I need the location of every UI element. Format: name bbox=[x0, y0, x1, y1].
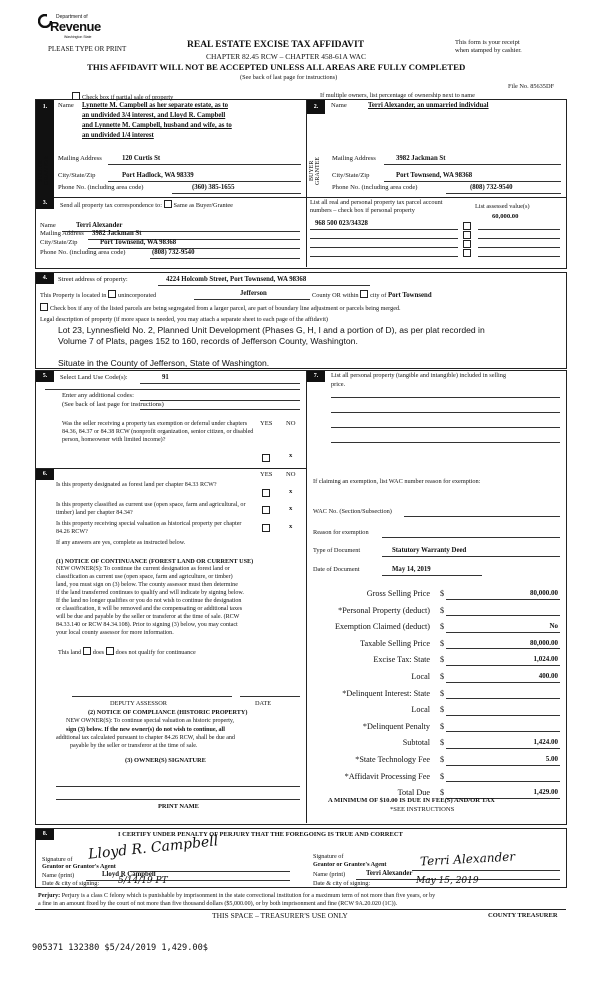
owner-signature-label: (3) OWNER(S) SIGNATURE bbox=[125, 757, 206, 764]
tax-row-dollar: $ bbox=[440, 771, 445, 781]
parcel-personal-checkbox-1[interactable] bbox=[463, 222, 471, 230]
grantor-date-label: Date & city of signing: bbox=[42, 880, 100, 887]
grantee-agent-label: Grantor or Grantee's Agent bbox=[313, 861, 387, 868]
notice-continuance-title: (1) NOTICE OF CONTINUANCE (FOREST LAND OR CURRENT USE) bbox=[56, 558, 254, 565]
partial-sale-label: Check box if partial sale of property bbox=[82, 94, 174, 101]
buyer-mailing-value: 3982 Jackman St bbox=[396, 155, 446, 162]
logo-word: Revenue bbox=[50, 19, 101, 34]
minimum-fee-notice: A MINIMUM OF $10.00 IS DUE IN FEE(S) AND/OR TAX bbox=[328, 797, 495, 804]
county-treasurer: COUNTY TREASURER bbox=[488, 912, 558, 919]
file-number: File No. 85635DF bbox=[508, 83, 555, 90]
seller-name-line-4: an undivided 1/4 interest bbox=[82, 132, 154, 139]
city-of-label: city of bbox=[370, 292, 387, 299]
dor-logo bbox=[38, 12, 101, 42]
notice2-line-4: payable by the seller or transferor at the time of sale. bbox=[70, 743, 198, 749]
notice1-line-2: classification as current use (open space, farm and agriculture, or timber) bbox=[56, 574, 233, 580]
wac-label: WAC No. (Section/Subsection) bbox=[313, 508, 392, 515]
segregated-row bbox=[40, 303, 401, 312]
tax-row-label: Taxable Selling Price bbox=[360, 638, 430, 648]
segregated-checkbox[interactable] bbox=[40, 303, 48, 311]
treasurer-space: THIS SPACE – TREASURER'S USE ONLY bbox=[212, 911, 348, 920]
this-land-label: This land bbox=[58, 649, 82, 656]
city-value: Port Townsend bbox=[387, 292, 432, 299]
parcel-number: 968 500 023/34328 bbox=[315, 220, 368, 227]
tax-row-value: 1,024.00 bbox=[533, 655, 558, 664]
notice1-line-7: will be due and payable by the seller or transferor at the time of sale. (RCW bbox=[56, 614, 240, 620]
located-row bbox=[40, 290, 156, 299]
correspondence-label-text: Send all property tax correspondence to: bbox=[60, 202, 162, 209]
s6-q2-yes-checkbox[interactable] bbox=[262, 506, 270, 514]
buyer-phone-value: (808) 732-9540 bbox=[470, 184, 513, 191]
does-not-checkbox[interactable] bbox=[106, 647, 114, 655]
within-label: within bbox=[342, 292, 359, 299]
reason-label: Reason for exemption bbox=[313, 529, 369, 536]
cashier-stamp: 905371 132380 $5/24/2019 1,429.00$ bbox=[32, 943, 208, 953]
seller-side-label: SELLER GRANTOR bbox=[38, 156, 50, 186]
tax-row-label: *Delinquent Interest: State bbox=[342, 688, 430, 698]
buyer-side-label: BUYER GRANTEE bbox=[309, 157, 321, 185]
corr-name-value: Terri Alexander bbox=[76, 222, 123, 229]
tax-row-label: Exemption Claimed (deduct) bbox=[334, 622, 430, 632]
city-checkbox[interactable] bbox=[360, 290, 368, 298]
tax-row-value: 400.00 bbox=[538, 672, 558, 680]
does-label: does bbox=[92, 649, 105, 656]
doc-date-value: May 14, 2019 bbox=[392, 566, 431, 573]
form-chapter: CHAPTER 82.45 RCW – CHAPTER 458-61A WAC bbox=[206, 52, 366, 61]
tax-row-dollar: $ bbox=[440, 638, 445, 648]
s5-yes-header: YES bbox=[260, 420, 273, 427]
tax-row-value: 1,429.00 bbox=[533, 788, 558, 797]
corr-phone-label: Phone No. (including area code) bbox=[40, 249, 126, 256]
grantor-name-value: Lloyd R Campbell bbox=[102, 871, 156, 878]
additional-codes-label: Enter any additional codes: bbox=[62, 392, 134, 399]
parcel-personal-checkbox-4[interactable] bbox=[463, 249, 471, 257]
doc-type-value: Statutory Warranty Deed bbox=[392, 547, 467, 554]
unincorporated-label: unincorporated bbox=[118, 292, 157, 299]
corr-name-label: Name bbox=[40, 222, 56, 229]
corr-phone-value: (808) 732-9540 bbox=[152, 249, 195, 256]
notice1-line-1: NEW OWNER(S): To continue the current designation as forest land or bbox=[56, 566, 230, 572]
seller-city-label: City/State/Zip bbox=[58, 172, 96, 179]
tax-row-dollar: $ bbox=[440, 655, 445, 665]
grantor-signature[interactable]: Lloyd R. Campbell bbox=[87, 833, 219, 863]
tax-row-dollar: $ bbox=[440, 705, 445, 715]
parcel-label-2: numbers – check box if personal property bbox=[310, 207, 415, 214]
perjury-label: Perjury: bbox=[38, 893, 61, 899]
same-as-buyer-label: Same as Buyer/Grantee bbox=[173, 202, 233, 209]
tax-row-value: 80,000.00 bbox=[530, 638, 558, 647]
grantor-name-label: Name (print) bbox=[42, 872, 75, 879]
grantee-name-label: Name (print) bbox=[313, 871, 346, 878]
tax-row-value: No bbox=[549, 622, 558, 631]
tax-row-label: Total Due bbox=[397, 788, 430, 798]
seller-mailing-label: Mailing Address bbox=[58, 155, 102, 162]
perjury-text-1: Perjury is a class C felony which is punishable by imprisonment in the state correctional institution for a maximum term of not more than five years, or by bbox=[61, 893, 436, 899]
buyer-city-label: City/State/Zip bbox=[332, 172, 370, 179]
grantor-sig-of: Signature of bbox=[42, 856, 73, 863]
grantee-sig-of: Signature of bbox=[313, 853, 344, 860]
grantor-date-value: 5/14/19 PT bbox=[118, 876, 168, 886]
tax-row-label: Local bbox=[411, 705, 430, 715]
buyer-name-value: Terri Alexander, an unmarried individual bbox=[368, 102, 489, 109]
tax-row-dollar: $ bbox=[440, 605, 445, 615]
perjury-line-2: a fine in an amount fixed by the court of not more than five thousand dollars ($5,000.00), or by both imprisonment and fine (RCW 9A.20.020 (1C)). bbox=[38, 901, 398, 907]
seller-name-label: Name bbox=[58, 102, 74, 109]
parcel-personal-checkbox-3[interactable] bbox=[463, 240, 471, 248]
perjury-line-1 bbox=[38, 893, 435, 899]
tax-row-dollar: $ bbox=[440, 688, 445, 698]
grantee-signature[interactable]: Terri Alexander bbox=[419, 849, 516, 869]
section-8-number: 8. bbox=[36, 829, 54, 840]
certify-statement: I CERTIFY UNDER PENALTY OF PERJURY THAT THE FOREGOING IS TRUE AND CORRECT bbox=[118, 831, 403, 838]
tax-row-dollar: $ bbox=[440, 738, 445, 748]
logo-line3: Washington State bbox=[64, 35, 92, 39]
county-or-row bbox=[312, 290, 432, 299]
s6-q3-yes-checkbox[interactable] bbox=[262, 524, 270, 532]
seller-city-value: Port Hadlock, WA 98339 bbox=[122, 172, 194, 179]
see-instructions: *SEE INSTRUCTIONS bbox=[390, 806, 455, 813]
buyer-mailing-label: Mailing Address bbox=[332, 155, 376, 162]
tax-row-dollar: $ bbox=[440, 672, 445, 681]
tax-row-label: *Personal Property (deduct) bbox=[338, 605, 430, 615]
does-checkbox[interactable] bbox=[83, 647, 91, 655]
assessed-label: List assessed value(s) bbox=[475, 203, 530, 210]
section-3-number: 3. bbox=[36, 198, 54, 209]
deputy-date-label: DATE bbox=[255, 700, 272, 707]
notice1-line-5: If the land no longer qualifies or you do not wish to continue the designation bbox=[56, 598, 242, 604]
grantor-agent-label: Grantor or Grantor's Agent bbox=[42, 863, 116, 870]
notice2-line-1: NEW OWNER(S): To continue special valuation as historic property, bbox=[66, 718, 235, 724]
see-back-note: (See back of last page for instructions) bbox=[240, 74, 338, 81]
s6-yes-header: YES bbox=[260, 471, 273, 478]
parcel-personal-checkbox-2[interactable] bbox=[463, 231, 471, 239]
s5-yes-checkbox[interactable] bbox=[262, 454, 270, 462]
doc-type-label: Type of Document bbox=[313, 547, 361, 554]
notice-compliance-title: (2) NOTICE OF COMPLIANCE (HISTORIC PROPERTY) bbox=[88, 709, 248, 716]
county-value: Jefferson bbox=[240, 290, 267, 297]
continuance-row bbox=[58, 647, 196, 656]
logo-line1: Department of bbox=[56, 14, 88, 20]
does-not-label: does not qualify for continuance bbox=[115, 649, 196, 656]
s5-no-mark[interactable]: x bbox=[289, 452, 293, 459]
section-5-number: 5. bbox=[36, 371, 54, 382]
deputy-assessor-label: DEPUTY ASSESSOR bbox=[110, 700, 167, 707]
legal-line-2: Volume 7 of Plats, pages 152 to 160, records of Jefferson County, Washington. bbox=[58, 336, 358, 346]
s7-label-1: List all personal property (tangible and intangible) included in selling bbox=[331, 372, 507, 379]
section-1-number: 1. bbox=[36, 100, 54, 198]
tax-row-dollar: $ bbox=[440, 721, 445, 731]
tax-row-label: Gross Selling Price bbox=[366, 589, 430, 598]
tax-row-value: 80,000.00 bbox=[530, 589, 558, 597]
seller-phone-label: Phone No. (including area code) bbox=[58, 184, 144, 191]
notice1-line-9: your local county assessor for more information. bbox=[56, 630, 174, 636]
tax-row-value: 1,424.00 bbox=[533, 738, 558, 747]
notice1-line-6: or classification, it will be removed and the compensating or additional taxes bbox=[56, 606, 243, 612]
additional-codes-note: (See back of last page for instructions) bbox=[62, 401, 164, 408]
street-label: Street address of property: bbox=[58, 276, 128, 283]
tax-row-dollar: $ bbox=[440, 589, 445, 598]
s6-q3-no-mark[interactable]: x bbox=[289, 523, 293, 530]
legal-line-3: Situate in the County of Jefferson, State of Washington. bbox=[58, 358, 270, 368]
receipt-note-2: when stamped by cashier. bbox=[455, 47, 522, 54]
doc-date-label: Date of Document bbox=[313, 566, 360, 573]
seller-phone-value: (360) 385-1655 bbox=[192, 184, 235, 191]
section-2-number: 2. bbox=[307, 100, 325, 114]
grantee-name-value: Terri Alexander bbox=[366, 870, 413, 877]
corr-mailing-label: Mailing Address bbox=[40, 230, 84, 237]
notice1-line-4: if the land transferred continues to qualify and will indicate by signing below. bbox=[56, 590, 244, 596]
seller-name-line-1: Lynnette M. Campbell as her separate estate, as to bbox=[82, 102, 228, 109]
buyer-city-value: Port Townsend, WA 98368 bbox=[396, 172, 473, 179]
tax-row-label: Subtotal bbox=[402, 738, 430, 748]
county-or-label: County OR bbox=[312, 292, 341, 299]
tax-row-dollar: $ bbox=[440, 755, 445, 764]
s6-no-header: NO bbox=[286, 471, 296, 478]
tax-row-label: *State Technology Fee bbox=[355, 755, 430, 764]
grantee-date-label: Date & city of signing: bbox=[313, 880, 371, 887]
street-value: 4224 Holcomb Street, Port Townsend, WA 98368 bbox=[166, 276, 307, 283]
tax-row-label: Local bbox=[411, 672, 430, 681]
receipt-note-1: This form is your receipt bbox=[455, 39, 520, 46]
buyer-phone-label: Phone No. (including area code) bbox=[332, 184, 418, 191]
parcel-label-1: List all real and personal property tax parcel account bbox=[310, 199, 443, 206]
seller-mailing-value: 120 Curtis St bbox=[122, 155, 161, 162]
form-title: REAL ESTATE EXCISE TAX AFFIDAVIT bbox=[187, 40, 365, 50]
notice2-line-3: additional tax calculated pursuant to chapter 84.26 RCW, shall be due and bbox=[56, 735, 235, 741]
tax-row-dollar: $ bbox=[440, 788, 445, 798]
land-use-value: 91 bbox=[162, 374, 169, 381]
please-type: PLEASE TYPE OR PRINT bbox=[48, 45, 127, 53]
s6-q1-no-mark[interactable]: x bbox=[289, 488, 293, 495]
s7-label-2: price. bbox=[331, 381, 346, 388]
s5-question: Was the seller receiving a property tax exemption or deferral under chapters 84.36, 84.37 or 84.38 RCW (nonprofit organization, senior citizen, or disabled person, homeowner with limited income)? bbox=[62, 421, 254, 444]
tax-row-value: 5.00 bbox=[545, 755, 558, 763]
section-6-number: 6. bbox=[36, 469, 54, 480]
same-as-buyer-checkbox[interactable] bbox=[164, 200, 172, 208]
tax-row-dollar: $ bbox=[440, 622, 445, 632]
tax-row-label: Excise Tax: State bbox=[373, 655, 430, 665]
located-in-label: This Property is located in bbox=[40, 292, 107, 299]
section-4-number: 4. bbox=[36, 273, 54, 284]
s6-q1-yes-checkbox[interactable] bbox=[262, 489, 270, 497]
corr-mailing-value: 3982 Jackman St bbox=[92, 230, 142, 237]
s6-question-1: Is this property designated as forest land per chapter 84.33 RCW? bbox=[56, 482, 217, 488]
grantee-date-value: May 15, 2019 bbox=[416, 876, 479, 886]
tax-row-label: *Affidavit Processing Fee bbox=[344, 771, 430, 781]
seller-name-line-3: and Lynnette M. Campbell, husband and wife, as to bbox=[82, 122, 232, 129]
tax-row-label: *Delinquent Penalty bbox=[362, 721, 430, 731]
not-accepted-notice: THIS AFFIDAVIT WILL NOT BE ACCEPTED UNLESS ALL AREAS ARE FULLY COMPLETED bbox=[87, 62, 466, 72]
notice1-line-8: 84.33.140 or RCW 84.34.108). Prior to signing (3) below, you may contact bbox=[56, 622, 238, 628]
print-name-label: PRINT NAME bbox=[158, 803, 199, 810]
notice1-line-3: land, you must sign on (3) below. The county assessor must then determine bbox=[56, 582, 238, 588]
exemption-label: If claiming an exemption, list WAC number reason for exemption: bbox=[313, 478, 481, 485]
legal-line-1: Lot 23, Lynnesfield No. 2, Planned Unit Development (Phases G, H, I and a portion of D), as per plat recorded in bbox=[58, 325, 485, 335]
s6-question-3: Is this property receiving special valuation as historical property per chapter 84.26 RCW? bbox=[56, 521, 242, 535]
corr-city-value: Port Townsend, WA 98368 bbox=[100, 239, 177, 246]
buyer-name-label: Name bbox=[331, 102, 347, 109]
assessed-value: 60,000.00 bbox=[492, 213, 519, 220]
correspondence-label bbox=[60, 200, 233, 209]
seller-name-line-2: an undivided 3/4 interest, and Lloyd R. Campbell bbox=[82, 112, 226, 119]
s5-no-header: NO bbox=[286, 420, 296, 427]
corr-city-label: City/State/Zip bbox=[40, 239, 78, 246]
notice2-line-2: sign (3) below. If the new owner(s) do not wish to continue, all bbox=[66, 727, 225, 733]
segregated-label: Check box if any of the listed parcels are being segregated from a larger parcel, are part of boundary line adjustment or parcels being merged. bbox=[50, 305, 401, 312]
unincorporated-checkbox[interactable] bbox=[108, 290, 116, 298]
section-7-number: 7. bbox=[307, 371, 325, 382]
legal-label: Legal description of property (if more space is needed, you may attach a separate sheet to each page of the affidavit) bbox=[40, 316, 328, 323]
s6-q2-no-mark[interactable]: x bbox=[289, 505, 293, 512]
s6-any-yes: If any answers are yes, complete as instructed below. bbox=[56, 540, 186, 546]
s6-question-2: Is this property classified as current use (open space, farm and agricultural, or timber) land per chapter 84.34? bbox=[56, 502, 246, 516]
land-use-label: Select Land Use Code(s): bbox=[60, 374, 128, 381]
multiple-owners-note: If multiple owners, list percentage of ownership next to name bbox=[320, 92, 475, 99]
